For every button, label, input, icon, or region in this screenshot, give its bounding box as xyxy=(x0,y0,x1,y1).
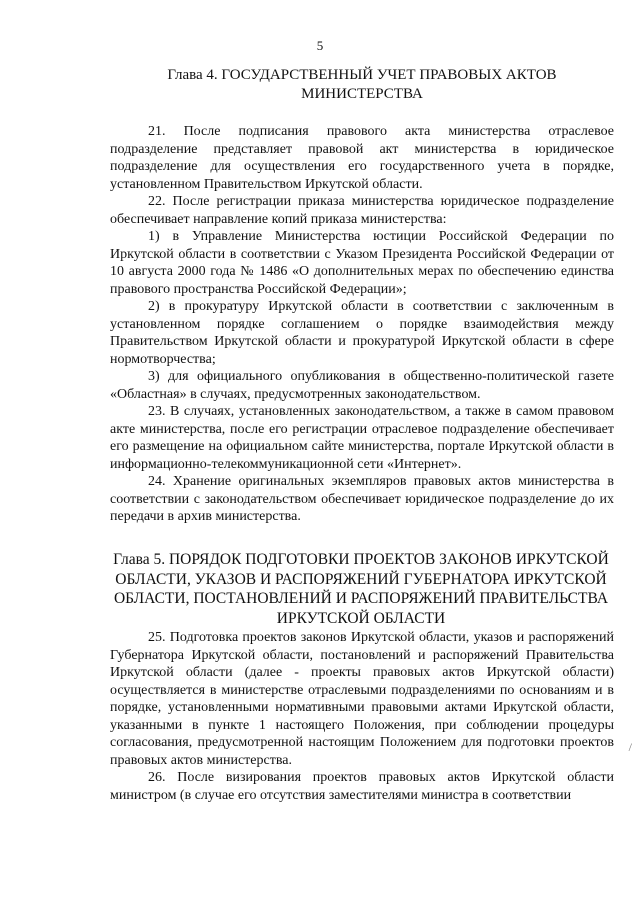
paragraph-25: 25. Подготовка проектов законов Иркутской области, указов и распоряжений Губернатора Иркутской области, постановлений и распоряжений Правительства Иркутской области (далее - проекты правовых актов Иркутской области) осуществляется в министерстве отраслевыми подразделениями по основаниям и в порядке, установленными нормативными правовыми актами Иркутской области, указанными в пункте 1 настоящего Положения, при соблюдении процедуры согласования, предусмотренной настоящим Положением для подготовки проектов правовых актов министерства. xyxy=(110,630,614,768)
chapter-5-heading xyxy=(106,550,616,628)
chapter-4-heading xyxy=(110,66,614,104)
chapter-5-title-line-3: ОБЛАСТИ, ПОСТАНОВЛЕНИЙ И РАСПОРЯЖЕНИЙ ПРАВИТЕЛЬСТВА xyxy=(113,590,609,607)
paragraph-26: 26. После визирования проектов правовых актов Иркутской области министром (в случае его отсутствия заместителями министра в соответствии xyxy=(110,770,614,803)
page-number: 5 xyxy=(316,38,324,53)
paragraph-21: 21. После подписания правового акта министерства отраслевое подразделение представляет правовой акт министерства в юридическое подразделение для осуществления его государственного учета в порядке, установленном Правительством Иркутской области. xyxy=(110,124,614,192)
chapter-5-body xyxy=(110,629,614,804)
paragraph-23: 23. В случаях, установленных законодательством, а также в самом правовом акте министерства, после его регистрации отраслевое подразделение обеспечивает его размещение на официальном сайте министерства, портале Иркутской области в информационно-телекоммуникационной сети «Интернет». xyxy=(110,404,614,472)
chapter-5-title-line-1: Глава 5. ПОРЯДОК ПОДГОТОВКИ ПРОЕКТОВ ЗАКОНОВ ИРКУТСКОЙ xyxy=(113,551,609,568)
chapter-4-title-line-2: МИНИСТЕРСТВА xyxy=(301,86,423,102)
chapter-5-title-line-2: ОБЛАСТИ, УКАЗОВ И РАСПОРЯЖЕНИЙ ГУБЕРНАТОРА ИРКУТСКОЙ xyxy=(115,570,607,588)
margin-mark: / xyxy=(628,740,632,754)
paragraph-22-item-3: 3) для официального опубликования в общественно-политической газете «Областная» в случаях, предусмотренных законодательством. xyxy=(110,369,614,402)
chapter-5-title-line-4: ИРКУТСКОЙ ОБЛАСТИ xyxy=(276,609,446,627)
paragraph-22: 22. После регистрации приказа министерства юридическое подразделение обеспечивает направление копий приказа министерства: xyxy=(110,194,614,227)
paragraph-22-item-1: 1) в Управление Министерства юстиции Российской Федерации по Иркутской области в соответствии с Указом Президента Российской Федерации от 10 августа 2000 года № 1486 «О дополнительных мерах по обеспечению единства правового пространства Российской Федерации»; xyxy=(110,229,614,297)
paragraph-24: 24. Хранение оригинальных экземпляров правовых актов министерства в соответствии с законодательством обеспечивает юридическое подразделение до их передачи в архив министерства. xyxy=(110,474,614,524)
chapter-4-title-line-1: Глава 4. ГОСУДАРСТВЕННЫЙ УЧЕТ ПРАВОВЫХ АКТОВ xyxy=(167,67,557,83)
chapter-4-body xyxy=(110,123,614,526)
paragraph-22-item-2: 2) в прокуратуру Иркутской области в соответствии с заключенным в установленном порядке соглашением о порядке взаимодействия между Правительством Иркутской области и прокуратурой Иркутской области в сфере нормотворчества; xyxy=(110,299,614,367)
